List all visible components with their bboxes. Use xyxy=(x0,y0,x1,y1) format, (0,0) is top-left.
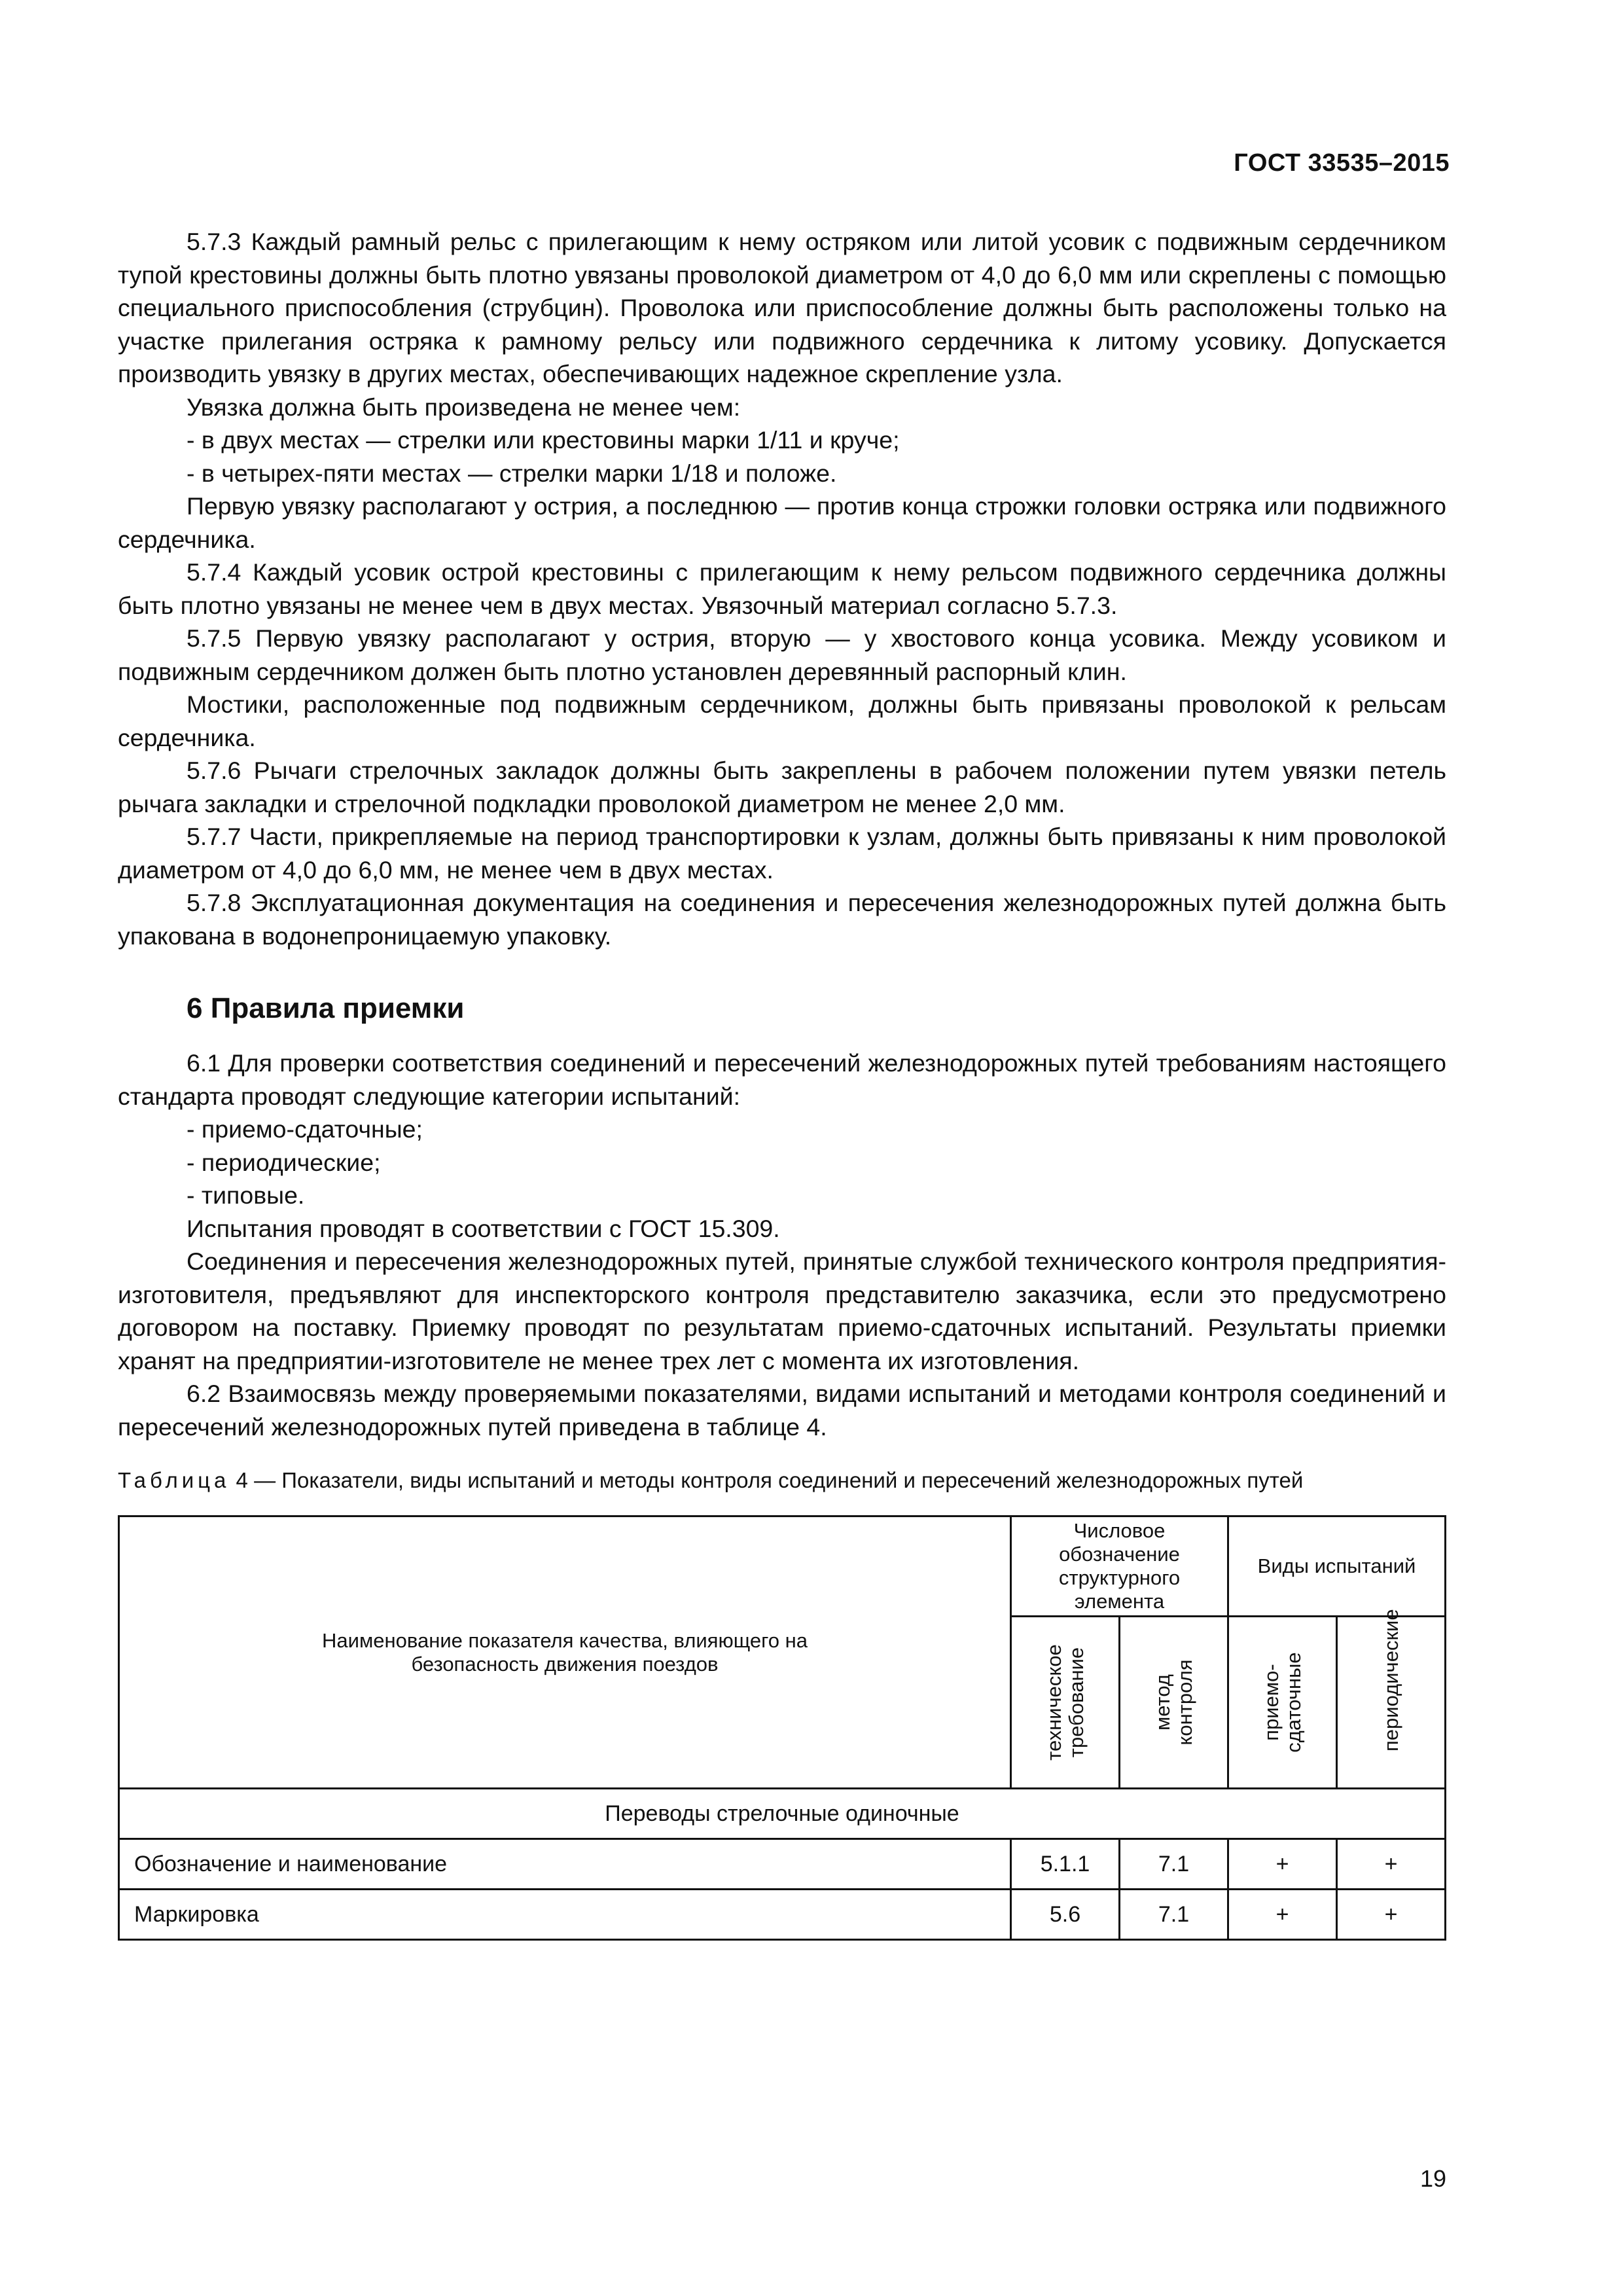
section-heading: 6 Правила приемки xyxy=(187,992,465,1024)
table-row xyxy=(119,1839,1446,1890)
subheader-technical-requirement-label: техническое требование xyxy=(1042,1644,1088,1761)
cell-method: 7.1 xyxy=(1120,1839,1228,1890)
subheader-control-method-label: метод контроля xyxy=(1150,1659,1196,1746)
header-quality-indicator xyxy=(119,1516,1011,1789)
paragraph-bridges: Мостики, расположенные под подвижным сердечником, должны быть привязаны проволокой к рельсам сердечника. xyxy=(118,691,1446,751)
table-row xyxy=(119,1890,1446,1940)
paragraph-5-7-3: 5.7.3 Каждый рамный рельс с прилегающим к нему остряком или литой усовик с подвижным сердечником тупой крестовины должны быть плотно увязаны проволокой диаметром от 4,0 до 6,0 мм или скреплены с помощью специального приспособления (струбцин). Проволока или приспособление должны быть расположены только на участке прилегания остряка к рамному рельсу или подвижного сердечника к литому усовику. Допускается производить увязку в других местах, обеспечивающих надежное скрепление узла. xyxy=(118,228,1446,387)
cell-acceptance: + xyxy=(1228,1839,1337,1890)
list-item: - приемо-сдаточные; xyxy=(187,1115,423,1143)
table-caption-text: 4 — Показатели, виды испытаний и методы контроля соединений и пересечений железнодорожных путей xyxy=(230,1468,1304,1492)
section-single-switches: Переводы стрелочные одиночные xyxy=(119,1789,1446,1839)
header-test-types: Виды испытаний xyxy=(1228,1516,1446,1617)
cell-acceptance: + xyxy=(1228,1890,1337,1940)
header-structural-element-label: Числовое обозначение структурного элемента xyxy=(1058,1519,1181,1613)
paragraph-6-1: 6.1 Для проверки соответствия соединений и пересечений железнодорожных путей требованиям настоящего стандарта проводят следующие категории испытаний: xyxy=(118,1049,1446,1110)
paragraph-inspection: Соединения и пересечения железнодорожных путей, принятые службой технического контроля предприятия-изготовителя, предъявляют для инспекторского контроля представителю заказчика, если это предусмотрено договором на поставку. Приемку проводят по результатам приемо-сдаточных испытаний. Результаты приемки хранят на предприятии-изготовителе не менее трех лет с момента их изготовления. xyxy=(118,1247,1446,1374)
page-body xyxy=(118,225,1446,1941)
paragraph-first-tie: Первую увязку располагают у острия, а последнюю — против конца строжки головки остряка или подвижного сердечника. xyxy=(118,492,1446,553)
cell-method: 7.1 xyxy=(1120,1890,1228,1940)
paragraph-tie-intro: Увязка должна быть произведена не менее чем: xyxy=(187,393,741,421)
table-caption xyxy=(118,1467,1446,1494)
indicators-table xyxy=(118,1515,1446,1941)
header-quality-indicator-label: Наименование показателя качества, влияющего на безопасность движения поездов xyxy=(322,1628,808,1676)
subheader-periodic-label: периодические xyxy=(1379,1609,1402,1751)
subheader-acceptance-label: приемо-сдаточные xyxy=(1259,1652,1305,1753)
subheader-periodic xyxy=(1337,1609,1446,1789)
list-item: - в двух местах — стрелки или крестовины марки 1/11 и круче; xyxy=(187,426,900,454)
subheader-control-method xyxy=(1120,1617,1228,1789)
subheader-acceptance xyxy=(1228,1617,1337,1789)
paragraph-5-7-6: 5.7.6 Рычаги стрелочных закладок должны быть закреплены в рабочем положении путем увязки петель рычага закладки и стрелочной подкладки проволокой диаметром не менее 2,0 мм. xyxy=(118,757,1446,817)
paragraph-6-2: 6.2 Взаимосвязь между проверяемыми показателями, видами испытаний и методами контроля соединений и пересечений железнодорожных путей приведена в таблице 4. xyxy=(118,1380,1446,1441)
paragraph-tests-standard: Испытания проводят в соответствии с ГОСТ 15.309. xyxy=(187,1214,780,1242)
list-item: - в четырех-пяти местах — стрелки марки 1/18 и положе. xyxy=(187,459,837,487)
paragraph-5-7-7: 5.7.7 Части, прикрепляемые на период транспортировки к узлам, должны быть привязаны к ним проволокой диаметром от 4,0 до 6,0 мм, не менее чем в двух местах. xyxy=(118,823,1446,884)
list-item: - периодические; xyxy=(187,1148,381,1176)
header-structural-element xyxy=(1011,1516,1228,1617)
cell-indicator-name: Обозначение и наименование xyxy=(119,1839,1011,1890)
table-header-row xyxy=(119,1516,1446,1617)
document-code: ГОСТ 33535–2015 xyxy=(1234,149,1450,177)
cell-requirement: 5.6 xyxy=(1011,1890,1120,1940)
table-section-row xyxy=(119,1789,1446,1839)
paragraph-5-7-5: 5.7.5 Первую увязку располагают у острия, вторую — у хвостового конца усовика. Между усовиком и подвижным сердечником должен быть плотно установлен деревянный распорный клин. xyxy=(118,624,1446,685)
list-item: - типовые. xyxy=(187,1181,305,1209)
cell-periodic: + xyxy=(1337,1890,1446,1940)
subheader-technical-requirement xyxy=(1011,1617,1120,1789)
paragraph-5-7-4: 5.7.4 Каждый усовик острой крестовины с прилегающим к нему рельсом подвижного сердечника должны быть плотно увязаны не менее чем в двух местах. Увязочный материал согласно 5.7.3. xyxy=(118,558,1446,619)
paragraph-5-7-8: 5.7.8 Эксплуатационная документация на соединения и пересечения железнодорожных путей должна быть упакована в водонепроницаемую упаковку. xyxy=(118,889,1446,950)
cell-periodic: + xyxy=(1337,1839,1446,1890)
cell-requirement: 5.1.1 xyxy=(1011,1839,1120,1890)
cell-indicator-name: Маркировка xyxy=(119,1890,1011,1940)
table-caption-label: Таблица xyxy=(118,1468,230,1492)
page-number: 19 xyxy=(1419,2165,1446,2192)
